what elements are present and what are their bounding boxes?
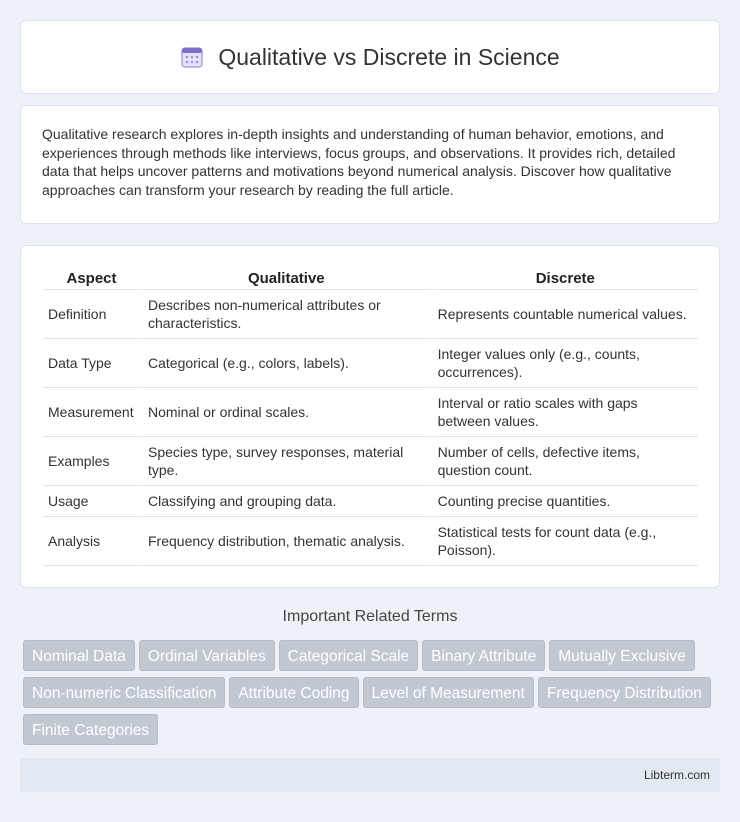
table-row	[43, 339, 698, 388]
page-title: Qualitative vs Discrete in Science	[218, 43, 560, 70]
calendar-icon	[180, 45, 204, 69]
row-discrete: Number of cells, defective items, question count.	[433, 437, 698, 486]
row-qualitative: Categorical (e.g., colors, labels).	[143, 339, 433, 388]
table-header-row	[43, 264, 698, 290]
page-header	[20, 20, 720, 94]
comparison-table-card	[20, 245, 720, 588]
tag-binary-attribute[interactable]: Binary Attribute	[422, 640, 545, 671]
tag-attribute-coding[interactable]: Attribute Coding	[229, 677, 358, 708]
row-qualitative: Nominal or ordinal scales.	[143, 388, 433, 437]
row-discrete: Interval or ratio scales with gaps between values.	[433, 388, 698, 437]
table-row	[43, 290, 698, 339]
row-aspect: Examples	[43, 437, 143, 486]
tag-ordinal-variables[interactable]: Ordinal Variables	[139, 640, 275, 671]
row-qualitative: Classifying and grouping data.	[143, 486, 433, 517]
header-qualitative: Qualitative	[143, 264, 433, 290]
row-aspect: Measurement	[43, 388, 143, 437]
table-row	[43, 517, 698, 566]
header-discrete: Discrete	[433, 264, 698, 290]
tag-mutually-exclusive[interactable]: Mutually Exclusive	[549, 640, 695, 671]
related-terms-tags	[23, 640, 723, 751]
row-qualitative: Describes non-numerical attributes or characteristics.	[143, 290, 433, 339]
row-aspect: Data Type	[43, 339, 143, 388]
row-discrete: Integer values only (e.g., counts, occurrences).	[433, 339, 698, 388]
row-aspect: Analysis	[43, 517, 143, 566]
table-row	[43, 486, 698, 517]
row-discrete: Represents countable numerical values.	[433, 290, 698, 339]
row-qualitative: Frequency distribution, thematic analysis.	[143, 517, 433, 566]
row-aspect: Usage	[43, 486, 143, 517]
table-row	[43, 388, 698, 437]
intro-card	[20, 105, 720, 224]
row-discrete: Statistical tests for count data (e.g., Poisson).	[433, 517, 698, 566]
row-discrete: Counting precise quantities.	[433, 486, 698, 517]
tag-nominal-data[interactable]: Nominal Data	[23, 640, 135, 671]
intro-text: Qualitative research explores in-depth insights and understanding of human behavior, emotions, and experiences through methods like interviews, focus groups, and observations. It provides rich, detailed data that helps uncover patterns and motivations beyond numerical analysis. Discover how qualitative approaches can transform your research by reading the full article.	[42, 126, 676, 198]
tag-frequency-distribution[interactable]: Frequency Distribution	[538, 677, 711, 708]
tag-level-of-measurement[interactable]: Level of Measurement	[363, 677, 534, 708]
row-aspect: Definition	[43, 290, 143, 339]
comparison-table	[43, 264, 698, 566]
row-qualitative: Species type, survey responses, material type.	[143, 437, 433, 486]
footer	[20, 758, 720, 792]
related-terms-title: Important Related Terms	[282, 608, 458, 625]
table-row	[43, 437, 698, 486]
header-aspect: Aspect	[43, 264, 143, 290]
tag-finite-categories[interactable]: Finite Categories	[23, 714, 158, 745]
footer-brand-link[interactable]: Libterm.com	[643, 768, 710, 782]
tag-non-numeric-classification[interactable]: Non-numeric Classification	[23, 677, 225, 708]
tag-categorical-scale[interactable]: Categorical Scale	[279, 640, 418, 671]
